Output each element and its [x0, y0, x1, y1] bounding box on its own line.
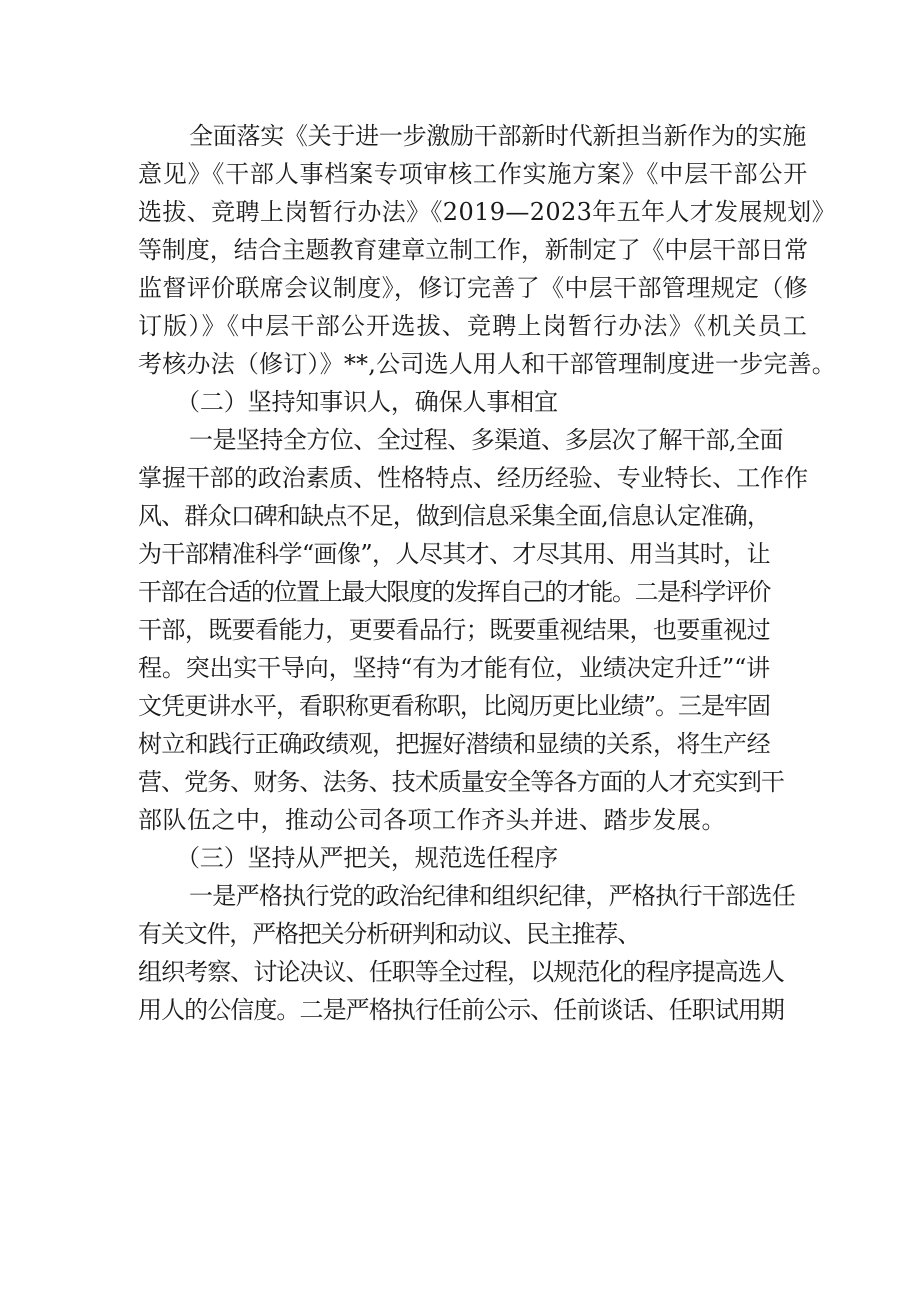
text-line: 掌握干部的政治素质、性格特点、经历经验、专业特长、工作作 — [138, 464, 808, 492]
text-line: 部队伍之中，推动公司各项工作齐头并进、踏步发展。 — [138, 806, 726, 834]
text-line: 订版）》《中层干部公开选拔、竞聘上岗暂行办法》《机关员工 — [138, 312, 808, 340]
text-line: 意见》《干部人事档案专项审核工作实施方案》《中层干部公开 — [138, 160, 808, 188]
text-line: 等制度，结合主题教育建章立制工作，新制定了《中层干部日常 — [138, 236, 808, 264]
text-line: 干部在合适的位置上最大限度的发挥自己的才能。二是科学评价 — [138, 578, 770, 606]
text-line: 有关文件，严格把关分析研判和动议、民主推荐、 — [138, 920, 640, 948]
text-line: 监督评价联席会议制度》，修订完善了《中层干部管理规定（修 — [138, 274, 808, 302]
text-line: 全面落实《关于进一步激励干部新时代新担当新作为的实施 — [189, 122, 806, 150]
text-line: 选拔、竞聘上岗暂行办法》《2019—2023年五年人才发展规划》 — [138, 198, 836, 226]
text-line: 程。突出实干导向，坚持“有为才能有位，业绩决定升迁”“讲 — [138, 654, 770, 682]
text-line: 一是严格执行党的政治纪律和组织纪律，严格执行干部选任 — [189, 882, 795, 910]
text-line: 为干部精准科学“画像”，人尽其才、才尽其用、用当其时，让 — [138, 540, 770, 568]
text-line: 营、党务、财务、法务、技术质量安全等各方面的人才充实到干 — [138, 768, 784, 796]
text-line: （三）坚持从严把关，规范选任程序 — [176, 844, 558, 872]
text-line: 文凭更讲水平，看职称更看称职，比阅历更比业绩”。三是牢固 — [138, 692, 770, 720]
text-line: 组织考察、讨论决议、任职等全过程，以规范化的程序提高选人 — [138, 958, 784, 986]
text-line: 用人的公信度。二是严格执行任前公示、任前谈话、任职试用期 — [138, 996, 784, 1024]
text-line: 干部，既要看能力，更要看品行；既要重视结果，也要重视过 — [138, 616, 770, 644]
text-line: 一是坚持全方位、全过程、多渠道、多层次了解干部,全面 — [189, 426, 783, 454]
text-line: 树立和践行正确政绩观，把握好潜绩和显绩的关系，将生产经 — [138, 730, 770, 758]
text-line: （二）坚持知事识人，确保人事相宜 — [176, 388, 558, 416]
text-line: 风、群众口碑和缺点不足，做到信息采集全面,信息认定准确， — [138, 502, 770, 530]
text-line: 考核办法（修订）》**,公司选人用人和干部管理制度进一步完善。 — [138, 350, 836, 378]
